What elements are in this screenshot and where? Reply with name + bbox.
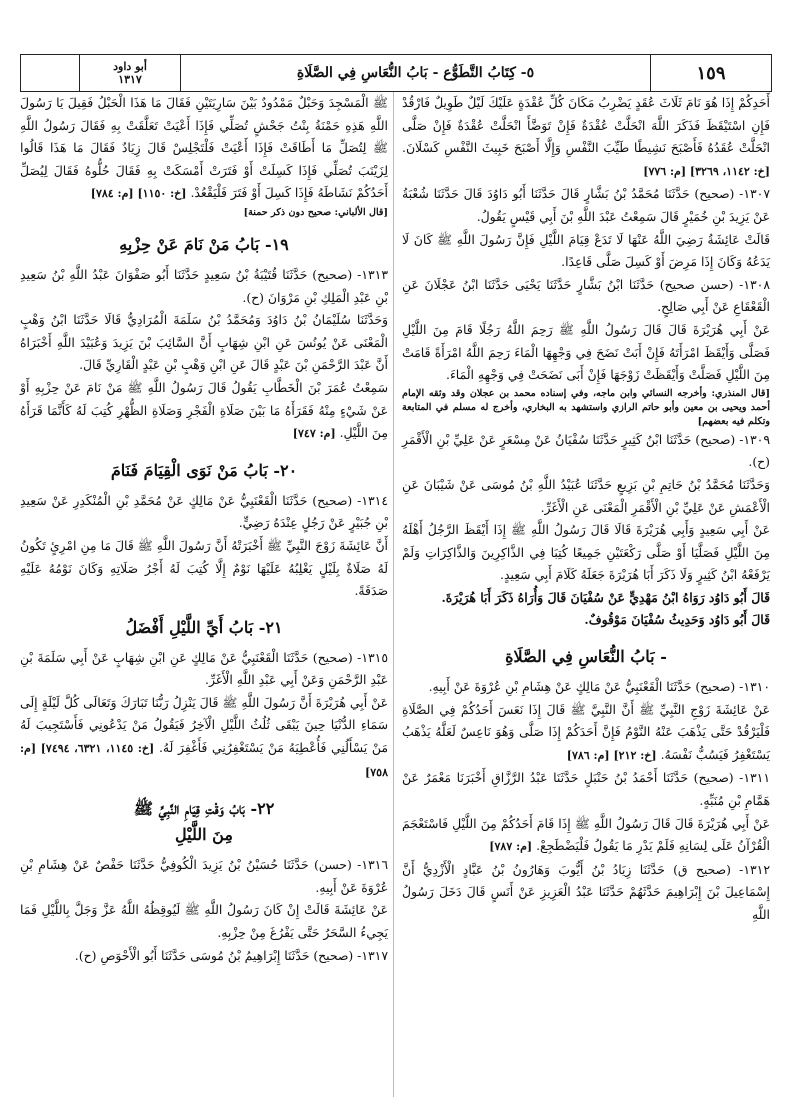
reference: [خ: ١١٤٢، ٣٢٦٩] [م: ٧٧٦] <box>643 164 770 178</box>
page-header <box>20 54 772 92</box>
left-column <box>20 92 388 1092</box>
hadith-1310-matn: عَنْ عَائِشَةَ زَوْجِ النَّبِيِّ ﷺ أَنَّ النَّبِيَّ ﷺ قَالَ إِذَا نَعَسَ أَحَدُكُمْ فِي الصَّلَاةِ فَلْيَرْقُدْ حَتَّى يَذْهَبَ عَنْهُ النَّوْمُ فَإِنَّ أَحَدَكُمْ إِذَا صَلَّى وَهُوَ نَاعِسٌ لَعَلَّهُ يَذْهَبُ يَسْتَغْفِرُ فَيَسُبُّ نَفْسَهُ. [خ: ٢١٢] [م: ٧٨٦] <box>402 701 770 762</box>
header-blank-cell <box>21 55 79 91</box>
hadith-1309-isnad-2: وَحَدَّثَنَا مُحَمَّدُ بْنُ حَاتِمِ بْنِ بَزِيعٍ حَدَّثَنَا عُبَيْدُ اللَّهِ بْنُ مُوسَى عَنْ شَيْبَانَ عَنِ الْأَعْمَشِ عَنْ عَلِيِّ بْنِ الْأَقْمَرِ الْمَعْنَى عَنِ الْأَغَرِّ. <box>402 476 770 515</box>
hadith-1307-matn: قَالَتْ عَائِشَةُ رَضِيَ اللَّهُ عَنْهَا لَا تَدَعْ قِيَامَ اللَّيْلِ فَإِنَّ رَسُولَ اللَّهِ ﷺ كَانَ لَا يَدَعُهُ وَكَانَ إِذَا مَرِضَ أَوْ كَسِلَ صَلَّى قَاعِدًا. <box>402 231 770 270</box>
hadith-1309-isnad: ١٣٠٩- (صحيح) حَدَّثَنَا ابْنُ كَثِيرٍ حَدَّثَنَا سُفْيَانُ عَنْ مِسْعَرٍ عَنْ عَلِيِّ بْنِ الْأَقْمَرِ (ح). <box>402 431 770 470</box>
running-title: ٥- كِتَابُ التَّطَوُّع - بَابُ النُّعَاسِ فِي الصَّلَاةِ <box>180 55 650 91</box>
paragraph: أَحَدِكُمْ إِذَا هُوَ نَامَ ثَلَاثَ عُقَدٍ يَضْرِبُ مَكَانَ كُلِّ عُقْدَةٍ عَلَيْكَ لَيْلٌ طَوِيلٌ فَارْقُدْ فَإِنِ اسْتَيْقَظَ فَذَكَرَ اللَّهَ انْحَلَّتْ عُقْدَةٌ فَإِنْ تَوَضَّأَ انْحَلَّتْ عُقْدَةٌ فَإِنْ صَلَّى انْحَلَّتْ عُقَدُهُ فَأَصْبَحَ نَشِيطًا طَيِّبَ النَّفْسِ وَإِلَّا أَصْبَحَ خَبِيثَ النَّفْسِ كَسْلَانَ. [خ: ١١٤٢، ٣٢٦٩] [م: ٧٧٦] <box>402 95 770 178</box>
hadith-1316-isnad: ١٣١٦- (حسن) حَدَّثَنَا حُسَيْنُ بْنُ يَزِيدَ الْكُوفِيُّ حَدَّثَنَا حَفْصٌ عَنْ هِشَامِ بْنِ عُرْوَةَ عَنْ أَبِيهِ. <box>20 857 388 895</box>
hadith-1313-isnad-2: وَحَدَّثَنَا سُلَيْمَانُ بْنُ دَاوُدَ وَمُحَمَّدُ بْنُ سَلَمَةَ الْمُرَادِيُّ قَالَا حَدَّثَنَا ابْنُ وَهْبٍ الْمَعْنَى عَنْ يُونُسَ عَنِ ابْنِ شِهَابٍ أَنَّ السَّائِبَ بْنَ يَزِيدَ وَعُبَيْدَ اللَّهِ أَخْبَرَاهُ أَنَّ عَبْدَ الرَّحْمَنِ بْنَ عَبْدٍ قَالَ عَنِ ابْنِ وَهْبٍ بْنِ عَبْدٍ الْقَارِيِّ قَالَ. <box>20 312 388 373</box>
hadith-1311-isnad: ١٣١١- (صحيح) حَدَّثَنَا أَحْمَدُ بْنُ حَنْبَلٍ حَدَّثَنَا عَبْدُ الرَّزَّاقِ أَخْبَرَنَا مَعْمَرٌ عَنْ هَمَّامِ بْنِ مُنَبِّهٍ. <box>402 770 770 809</box>
book-name: أبو داود <box>113 60 147 73</box>
hadith-1313-matn: سَمِعْتُ عُمَرَ بْنَ الْخَطَّابِ يَقُولُ قَالَ رَسُولُ اللَّهِ ﷺ مَنْ نَامَ عَنْ حِزْبِهِ أَوْ عَنْ شَيْءٍ مِنْهُ فَقَرَأَهُ مَا بَيْنَ صَلَاةِ الْفَجْرِ وَصَلَاةِ الظُّهْرِ كُتِبَ لَهُ كَأَنَّمَا قَرَأَهُ مِنَ اللَّيْلِ. [م: ٧٤٧] <box>20 379 388 441</box>
hadith-1311-matn: عَنْ أَبِي هُرَيْرَةَ قَالَ قَالَ رَسُولُ اللَّهِ ﷺ إِذَا قَامَ أَحَدُكُمْ مِنَ اللَّيْلِ فَاسْتَعْجَمَ الْقُرْآنُ عَلَى لِسَانِهِ فَلَمْ يَدْرِ مَا يَقُولُ فَلْيَضْطَجِعْ. [م: ٧٨٧] <box>402 815 770 854</box>
hadith-1314-matn: أَنَّ عَائِشَةَ زَوْجَ النَّبِيِّ ﷺ أَخْبَرَتْهُ أَنَّ رَسُولَ اللَّهِ ﷺ قَالَ مَا مِنِ امْرِئٍ تَكُونُ لَهُ صَلَاةٌ بِلَيْلٍ يَغْلِبُهُ عَلَيْهَا نَوْمٌ إِلَّا كُتِبَ لَهُ أَجْرُ صَلَاتِهِ وَكَانَ نَوْمُهُ عَلَيْهِ صَدَقَةً. <box>20 537 388 599</box>
book-label <box>79 55 180 91</box>
chapter-heading: - بَابُ النُّعَاسِ فِي الصَّلَاةِ <box>505 647 667 667</box>
right-column <box>402 92 770 1092</box>
reference: [خ: ١١٥٠] [م: ٧٨٤] <box>90 187 187 201</box>
chapter-heading-21: ٢١- بَابُ أَيِّ اللَّيْلِ أَفْضَلُ <box>125 617 283 637</box>
hadith-1308-isnad: ١٣٠٨- (حسن صحيح) حَدَّثَنَا ابْنُ بَشَّارٍ حَدَّثَنَا يَحْيَى حَدَّثَنَا ابْنُ عَجْلَانَ عَنِ الْقَعْقَاعِ عَنْ أَبِي صَالِحٍ. <box>402 276 770 315</box>
hadith-1313-isnad: ١٣١٣- (صحيح) حَدَّثَنَا قُتَيْبَةُ بْنُ سَعِيدٍ حَدَّثَنَا أَبُو صَفْوَانَ عَبْدُ اللَّهِ بْنُ سَعِيدِ بْنِ عَبْدِ الْمَلِكِ بْنِ مَرْوَانَ (ح). <box>20 266 388 305</box>
hadith-1317-isnad: ١٣١٧- (صحيح) حَدَّثَنَا إِبْرَاهِيمُ بْنُ مُوسَى حَدَّثَنَا أَبُو الْأَحْوَصِ (ح). <box>74 947 388 963</box>
hadith-1308-matn: عَنْ أَبِي هُرَيْرَةَ قَالَ قَالَ رَسُولُ اللَّهِ ﷺ رَحِمَ اللَّهُ رَجُلًا قَامَ مِنَ اللَّيْلِ فَصَلَّى وَأَيْقَظَ امْرَأَتَهُ فَإِنْ أَبَتْ نَضَحَ فِي وَجْهِهَا الْمَاءَ رَحِمَ اللَّهُ امْرَأَةً قَامَتْ مِنَ اللَّيْلِ فَصَلَّتْ وَأَيْقَظَتْ زَوْجَهَا فَإِنْ أَبَى نَضَحَتْ فِي وَجْهِهِ الْمَاءَ. <box>402 321 770 383</box>
chapter-heading-22-cont: مِنَ اللَّيْلِ <box>175 825 233 845</box>
hadith-1315-matn: عَنْ أَبِي هُرَيْرَةَ أَنَّ رَسُولَ اللَّهِ ﷺ قَالَ يَنْزِلُ رَبُّنَا تَبَارَكَ وَتَعَالَى كُلَّ لَيْلَةٍ إِلَى سَمَاءِ الدُّنْيَا حِينَ يَبْقَى ثُلُثُ اللَّيْلِ الْآخِرُ فَيَقُولُ مَنْ يَدْعُونِي فَأَسْتَجِيبَ لَهُ مَنْ يَسْأَلُنِي فَأُعْطِيَهُ مَنْ يَسْتَغْفِرُنِي فَأَغْفِرَ لَهُ. [خ: ١١٤٥، ٦٣٢١، ٧٤٩٤] [م: ٧٥٨] <box>20 694 388 779</box>
hadith-1310-isnad: ١٣١٠- (صحيح) حَدَّثَنَا الْقَعْنَبِيُّ عَنْ مَالِكٍ عَنْ هِشَامِ بْنِ عُرْوَةَ عَنْ أَبِيهِ. <box>428 679 770 695</box>
column-divider <box>393 92 394 1097</box>
hadith-range: ١٣١٧ <box>118 73 142 86</box>
hadith-1309-matn: عَنْ أَبِي سَعِيدٍ وَأَبِي هُرَيْرَةَ قَالَا قَالَ رَسُولُ اللَّهِ ﷺ إِذَا أَيْقَظَ الرَّجُلُ أَهْلَهُ مِنَ اللَّيْلِ فَصَلَّيَا أَوْ صَلَّى رَكْعَتَيْنِ جَمِيعًا كُتِبَا فِي الذَّاكِرِينَ وَالذَّاكِرَاتِ وَلَمْ يَرْفَعْهُ ابْنُ كَثِيرٍ وَلَا ذَكَرَ أَبَا هُرَيْرَةَ جَعَلَهُ كَلَامَ أَبِي سَعِيدٍ. <box>402 522 770 583</box>
reference: [خ: ١١٤٥، ٦٣٢١، ٧٤٩٤] [م: ٧٥٨] <box>20 742 388 779</box>
hadith-1307-isnad: ١٣٠٧- (صحيح) حَدَّثَنَا مُحَمَّدُ بْنُ بَشَّارٍ قَالَ حَدَّثَنَا أَبُو دَاوُدَ قَالَ حَدَّثَنَا شُعْبَةُ عَنْ يَزِيدَ بْنِ خُمَيْرٍ قَالَ سَمِعْتُ عَبْدَ اللَّهِ بْنَ أَبِي قَيْسٍ يَقُولُ. <box>402 186 770 224</box>
reference: [م: ٧٤٧] <box>292 427 336 441</box>
footnote: [قال المنذري: وأخرجه النسائي وابن ماجه، وفي إسناده محمد بن عجلان وقد وثقه الإمام أحمد ويحيى بن معين وأبو حاتم الرازي واستشهد به البخاري، وأخرج له مسلم في المتابعة وتكلم فيه بعضهم] <box>402 387 770 427</box>
abu-dawud-note: قَالَ أَبُو دَاوُد رَوَاهُ ابْنُ مَهْدِيٍّ عَنْ سُفْيَانَ قَالَ وَأُرَاهُ ذَكَرَ أَبَا هُرَيْرَةَ. <box>441 589 770 605</box>
reference: [خ: ٢١٢] [م: ٧٨٦] <box>566 748 657 762</box>
hadith-1314-isnad: ١٣١٤- (صحيح) حَدَّثَنَا الْقَعْنَبِيُّ عَنْ مَالِكٍ عَنْ مُحَمَّدِ بْنِ الْمُنْكَدِرِ عَنْ سَعِيدِ بْنِ جُبَيْرٍ عَنْ رَجُلٍ عِنْدَهُ رَضِيٍّ. <box>20 492 388 531</box>
hadith-1315-isnad: ١٣١٥- (صحيح) حَدَّثَنَا الْقَعْنَبِيُّ عَنْ مَالِكٍ عَنِ ابْنِ شِهَابٍ عَنْ أَبِي سَلَمَةَ بْنِ عَبْدِ الرَّحْمَنِ وَعَنْ أَبِي عَبْدِ اللَّهِ الْأَغَرِّ. <box>20 649 388 688</box>
page-number: ١٥٩ <box>650 55 771 91</box>
chapter-heading-19: ١٩- بَابُ مَنْ نَامَ عَنْ حِزْبِهِ <box>119 234 289 254</box>
chapter-heading-20: ٢٠- بَابُ مَنْ نَوَى الْقِيَامَ فَنَامَ <box>110 460 298 480</box>
hadith-1312-isnad: ١٣١٢- (صحيح ق) حَدَّثَنَا زِيَادُ بْنُ أَيُّوبَ وَهَارُونُ بْنُ عَبَّادٍ الْأَزْدِيُّ أَنَّ إِسْمَاعِيلَ بْنَ إِبْرَاهِيمَ حَدَّثَهُمْ حَدَّثَنَا عَبْدُ الْعَزِيزِ عَنْ أَنَسٍ قَالَ دَخَلَ رَسُولُ اللَّهِ <box>402 861 770 922</box>
reference: [م: ٧٨٧] <box>489 840 533 854</box>
hadith-1312-matn: ﷺ الْمَسْجِدَ وَحَبْلٌ مَمْدُودٌ بَيْنَ سَارِيَتَيْنِ فَقَالَ مَا هَذَا الْحَبْلُ فَقِيلَ يَا رَسُولَ اللَّهِ هَذِهِ حَمْنَةُ بِنْتُ جَحْشٍ تُصَلِّي فَإِذَا أَعْيَتْ تَعَلَّقَتْ بِهِ فَقَالَ رَسُولُ اللَّهِ ﷺ لِتُصَلِّ مَا أَطَاقَتْ فَإِذَا أَعْيَتْ فَلْتَجْلِسْ قَالَ زِيَادٌ فَقَالَ مَا هَذَا قَالُوا لِزَيْنَبَ تُصَلِّي فَإِذَا كَسِلَتْ أَوْ فَتَرَتْ أَمْسَكَتْ بِهِ فَقَالَ حُلُّوهُ فَقَالَ لِيُصَلِّ أَحَدُكُمْ نَشَاطَهُ فَإِذَا كَسِلَ أَوْ فَتَرَ فَلْيَقْعُدْ. [خ: ١١٥٠] [م: ٧٨٤] <box>20 95 388 201</box>
hadith-1316-matn: عَنْ عَائِشَةَ قَالَتْ إِنْ كَانَ رَسُولُ اللَّهِ ﷺ لَيُوقِظُهُ اللَّهُ عَزَّ وَجَلَّ بِاللَّيْلِ فَمَا يَجِيءُ السَّحَرُ حَتَّى يَفْرُغَ مِنْ حِزْبِهِ. <box>20 902 388 941</box>
abu-dawud-note: قَالَ أَبُو دَاوُد وَحَدِيثُ سُفْيَانَ مَوْقُوفٌ. <box>584 612 770 628</box>
footnote: [قال الألباني: صحيح دون ذكر حمنة] <box>243 206 388 218</box>
chapter-heading-22: ٢٢- بَابُ وَقْتِ قِيَامِ النَّبِيِّ ﷺ <box>133 799 275 819</box>
